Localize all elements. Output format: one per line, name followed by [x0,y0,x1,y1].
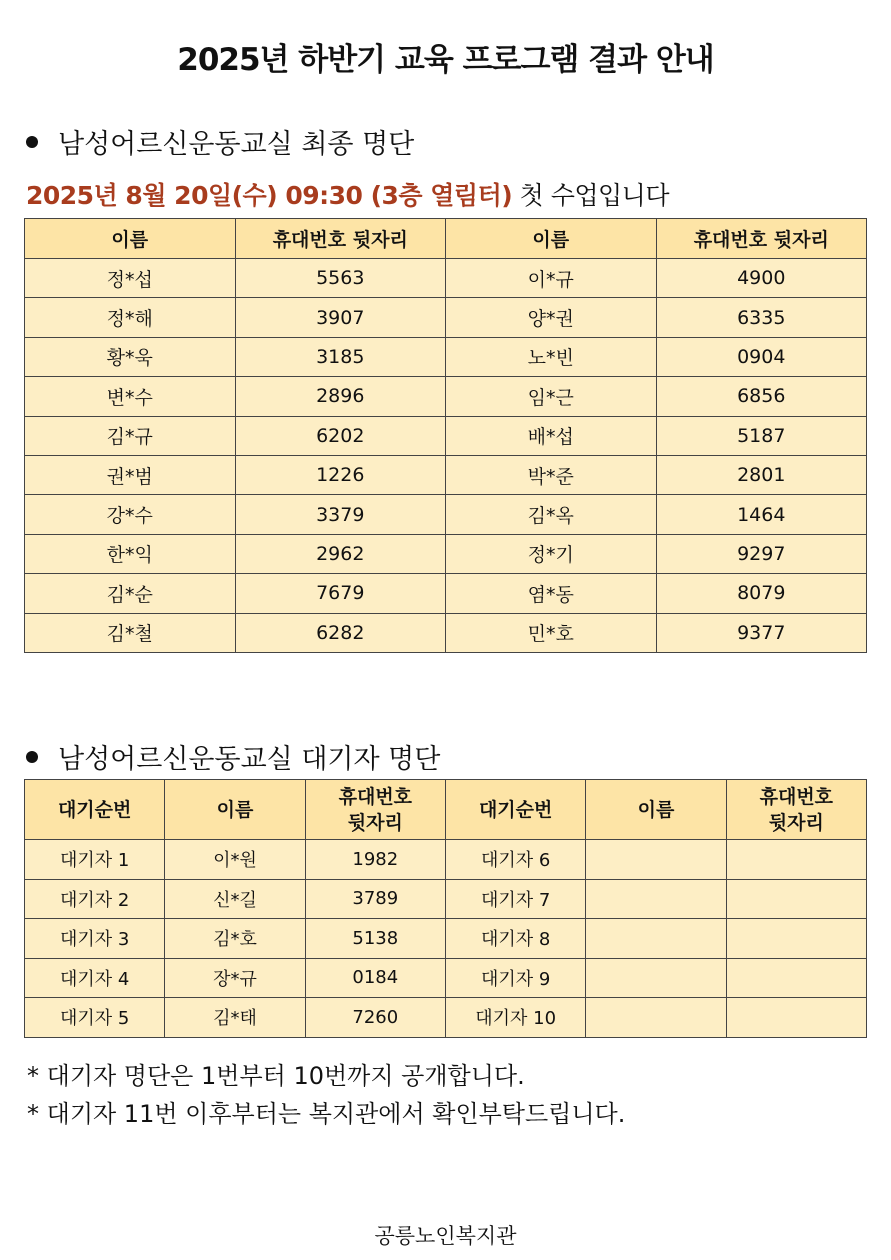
table-cell [586,840,726,880]
table-cell: 3379 [235,495,446,534]
table-cell: 신*길 [165,879,305,919]
table-row [25,377,867,416]
table-cell [726,919,866,959]
table-cell: 정*해 [25,298,236,337]
table-row [25,998,867,1038]
table-cell: 정*기 [446,534,657,573]
table-row [25,337,867,376]
table-cell: 6202 [235,416,446,455]
waitlist-heading [26,737,440,776]
table-row [25,919,867,959]
table-cell: 1464 [656,495,867,534]
table-cell: 김*철 [25,613,236,652]
table-header-row [25,219,867,259]
table-row [25,416,867,455]
table-row [25,840,867,880]
column-header: 이름 [165,780,305,840]
bullet-icon [26,751,38,763]
table-cell: 황*욱 [25,337,236,376]
table-cell: 0904 [656,337,867,376]
table-cell: 정*섭 [25,259,236,298]
column-header: 이름 [446,219,657,259]
table-cell: 노*빈 [446,337,657,376]
table-cell: 2896 [235,377,446,416]
schedule-datetime: 2025년 8월 20일(수) 09:30 (3층 열림터) [26,181,513,210]
waitlist-heading-text: 남성어르신운동교실 대기자 명단 [58,744,441,775]
column-header: 휴대번호 뒷자리 [235,219,446,259]
table-cell [726,998,866,1038]
column-header: 휴대번호 뒷자리 [726,780,866,840]
table-row [25,259,867,298]
table-row [25,613,867,652]
table-cell: 2962 [235,534,446,573]
table-cell: 김*태 [165,998,305,1038]
table-cell: 5187 [656,416,867,455]
column-header: 대기순번 [25,780,165,840]
table-row [25,534,867,573]
schedule-note: 첫 수업입니다 [512,181,669,210]
table-row [25,455,867,494]
table-cell: 6282 [235,613,446,652]
table-cell: 3907 [235,298,446,337]
table-cell: 임*근 [446,377,657,416]
table-cell: 한*익 [25,534,236,573]
table-cell [726,840,866,880]
table-row [25,879,867,919]
table-cell: 5138 [305,919,445,959]
table-cell: 0184 [305,958,445,998]
table-cell [586,998,726,1038]
table-cell: 변*수 [25,377,236,416]
page-title: 2025년 하반기 교육 프로그램 결과 안내 [177,42,714,78]
table-cell: 대기자 1 [25,840,165,880]
table-cell: 양*권 [446,298,657,337]
table-cell: 2801 [656,455,867,494]
table-cell: 4900 [656,259,867,298]
table-cell: 3789 [305,879,445,919]
table-cell: 대기자 9 [445,958,585,998]
bullet-icon [26,136,38,148]
table-cell: 1982 [305,840,445,880]
table-cell: 대기자 8 [445,919,585,959]
column-header: 이름 [586,780,726,840]
table-cell: 김*순 [25,574,236,613]
table-cell: 대기자 10 [445,998,585,1038]
column-header: 휴대번호 뒷자리 [656,219,867,259]
table-cell: 염*동 [446,574,657,613]
table-cell: 6335 [656,298,867,337]
table-cell: 김*규 [25,416,236,455]
table-cell: 대기자 3 [25,919,165,959]
table-cell: 대기자 6 [445,840,585,880]
column-header: 이름 [25,219,236,259]
waitlist-table [24,779,867,1038]
table-row [25,574,867,613]
table-cell: 대기자 7 [445,879,585,919]
table-cell: 권*범 [25,455,236,494]
table-cell [586,879,726,919]
table-cell: 이*규 [446,259,657,298]
table-row [25,958,867,998]
table-cell: 장*규 [165,958,305,998]
table-cell: 배*섭 [446,416,657,455]
table-cell: 이*원 [165,840,305,880]
table-cell [726,958,866,998]
table-row [25,298,867,337]
table-cell: 7679 [235,574,446,613]
table-cell: 9377 [656,613,867,652]
final-list-heading-text: 남성어르신운동교실 최종 명단 [58,129,415,160]
table-cell: 강*수 [25,495,236,534]
table-cell: 김*옥 [446,495,657,534]
table-cell: 대기자 4 [25,958,165,998]
table-cell: 9297 [656,534,867,573]
table-row [25,495,867,534]
table-cell: 박*준 [446,455,657,494]
table-cell: 8079 [656,574,867,613]
table-cell: 민*호 [446,613,657,652]
column-header: 휴대번호 뒷자리 [305,780,445,840]
table-header-row [25,780,867,840]
table-cell: 1226 [235,455,446,494]
final-list-table [24,218,867,653]
table-cell: 대기자 2 [25,879,165,919]
waitlist-note: * 대기자 11번 이후부터는 복지관에서 확인부탁드립니다. [27,1100,626,1128]
class-schedule [26,176,669,212]
table-cell [586,958,726,998]
table-cell: 김*호 [165,919,305,959]
organization-name: 공릉노인복지관 [374,1224,517,1248]
table-cell: 3185 [235,337,446,376]
final-list-heading [26,122,414,161]
waitlist-note: * 대기자 명단은 1번부터 10번까지 공개합니다. [27,1062,525,1090]
table-cell [586,919,726,959]
table-cell: 5563 [235,259,446,298]
table-cell: 대기자 5 [25,998,165,1038]
table-cell: 7260 [305,998,445,1038]
column-header: 대기순번 [445,780,585,840]
table-cell [726,879,866,919]
table-cell: 6856 [656,377,867,416]
